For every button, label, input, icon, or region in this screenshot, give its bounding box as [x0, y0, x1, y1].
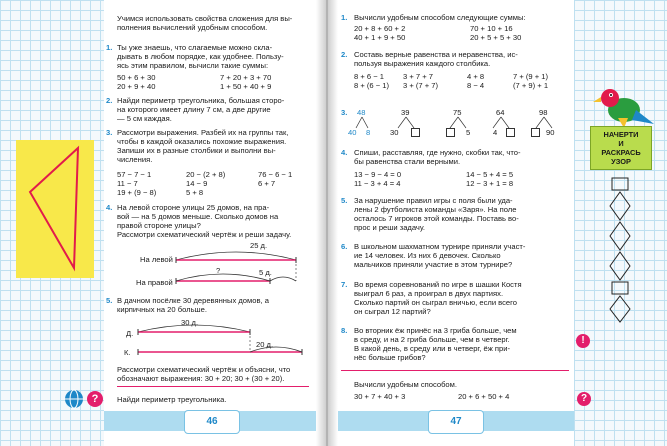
task5-extra-2: обозначают выражения: 30 + 20; 30 + (30 + 20). [117, 374, 285, 383]
r-bottom-divider [341, 370, 569, 371]
question-icon: ? [87, 391, 103, 407]
r-task4-line-2: бы равенства стали верными. [354, 157, 461, 166]
badge-line: УЗОР [611, 157, 631, 166]
task3-line-1: Рассмотри выражения. Разбей их на группы так, [117, 128, 289, 137]
task1-expr: 50 + 6 + 30 [117, 73, 156, 82]
r-task8-line-4: нёс больше грибов? [354, 353, 426, 362]
r-task1-expr: 20 + 5 + 5 + 30 [470, 33, 522, 42]
intro-line-2: полнения вычислений удобным способом. [117, 23, 268, 32]
exclaim-icon: ! [576, 334, 590, 348]
r-task1-expr: 40 + 1 + 9 + 50 [354, 33, 406, 42]
task2-line-3: — 5 см каждая. [117, 114, 172, 123]
r-task2-expr: 8 + 6 − 1 [354, 72, 384, 81]
r-task6-line-3: мальчиков приняли участие в этом турнире? [354, 260, 513, 269]
globe-icon [64, 389, 84, 409]
tree-top: 64 [496, 108, 505, 117]
badge-line: РАСКРАСЬ [601, 148, 641, 157]
r-task2-expr: 3 + 7 + 7 [403, 72, 433, 81]
bottom-divider [117, 386, 309, 387]
parrot-icon [588, 80, 658, 130]
diagram4-total-label: 25 д. [250, 241, 268, 250]
left-page-number: 46 [184, 410, 240, 434]
badge-line: НАЧЕРТИ [603, 130, 639, 139]
task3-expr: 14 − 9 [186, 179, 208, 188]
r-task5-line-2: лены 2 футболиста команды «Заря». На поле [354, 205, 517, 214]
answer-box[interactable] [506, 128, 515, 137]
number-trees-lines [350, 115, 560, 137]
r-task8-line-3: В какой день, в среду или в четверг, ёж при- [354, 344, 511, 353]
r-task7-line-2: выиграл 6 раз, а проиграл в двух партиях. [354, 289, 504, 298]
r-task4-line-1: Спиши, расставляя, где нужно, скобки так, что- [354, 148, 521, 157]
r-task1-line: Вычисли удобным способом следующие суммы: [354, 13, 526, 22]
r-task5-number: 5. [341, 196, 348, 205]
diagram4-right-label: На правой [136, 278, 173, 287]
task3-expr: 5 + 8 [186, 188, 204, 197]
r-task1-number: 1. [341, 13, 348, 22]
r-task4-expr: 14 − 5 + 4 = 5 [466, 170, 514, 179]
r-task8-number: 8. [341, 326, 348, 335]
r-task5-line-3: осталось 7 игроков этой команды. Поставь во- [354, 214, 519, 223]
r-bottom-title: Вычисли удобным способом. [354, 380, 457, 389]
diagram4-left-label: На левой [140, 255, 173, 264]
r-task2-expr: 8 + (6 − 1) [354, 81, 390, 90]
answer-box[interactable] [446, 128, 455, 137]
task5-line-1: В дачном посёлке 30 деревянных домов, а [117, 296, 269, 305]
task3-expr: 19 + (9 − 8) [117, 188, 157, 197]
r-task4-expr: 11 − 3 + 4 = 4 [354, 179, 401, 188]
draw-pattern-badge [590, 126, 652, 170]
tree-top: 75 [453, 108, 462, 117]
tree-top: 48 [357, 108, 366, 117]
tree-left: 40 [348, 128, 357, 137]
r-task2-line-1: Составь верные равенства и неравенства, ис- [354, 50, 518, 59]
task3-expr: 57 − 7 − 1 [117, 170, 152, 179]
task1-expr: 1 + 50 + 40 + 9 [220, 82, 272, 91]
tree-right: 5 [466, 128, 471, 137]
diagram5-top-label: 30 д. [181, 318, 199, 327]
r-task7-line-1: Во время соревнований по игре в шашки Костя [354, 280, 522, 289]
task5-line-2: кирпичных на 20 больше. [117, 305, 207, 314]
task1-line-2: дывать в любом порядке, как удобнее. Пользу- [117, 52, 284, 61]
diagram4-bars [170, 246, 300, 286]
r-task2-expr: 4 + 8 [467, 72, 485, 81]
r-task3-number: 3. [341, 108, 348, 117]
task1-number: 1. [106, 43, 113, 52]
r-bottom-expr: 20 + 6 + 50 + 4 [458, 392, 510, 401]
right-page-number: 47 [428, 410, 484, 434]
r-task2-expr: 8 − 4 [467, 81, 485, 90]
r-task7-line-3: Сколько партий он сыграл вничью, если всего [354, 298, 517, 307]
task1-expr: 20 + 9 + 40 [117, 82, 156, 91]
r-task7-number: 7. [341, 280, 348, 289]
question-icon: ? [577, 392, 591, 406]
task3-expr: 6 + 7 [258, 179, 276, 188]
badge-line: И [618, 139, 624, 148]
r-task4-number: 4. [341, 148, 348, 157]
task5-number: 5. [106, 296, 113, 305]
r-task8-line-1: Во вторник ёж принёс на 3 гриба больше, чем [354, 326, 517, 335]
triangle-icon [16, 140, 94, 278]
diagram4-diff: 5 д. [259, 268, 272, 277]
task3-number: 3. [106, 128, 113, 137]
task3-line-3: Запиши их в разные столбики и выполни вы- [117, 146, 276, 155]
tree-left: 30 [390, 128, 399, 137]
task3-expr: 20 − (2 + 8) [186, 170, 226, 179]
tree-right: 90 [546, 128, 555, 137]
task3-expr: 11 − 7 [117, 179, 138, 188]
r-task4-expr: 13 − 9 − 4 = 0 [354, 170, 402, 179]
task1-line-1: Ты уже знаешь, что слагаемые можно скла- [117, 43, 273, 52]
task4-extra: Рассмотри схематический чертёж и реши задачу. [117, 230, 292, 239]
r-task2-number: 2. [341, 50, 348, 59]
r-bottom-expr: 30 + 7 + 40 + 3 [354, 392, 406, 401]
intro-line-1: Учимся использовать свойства сложения для вы- [117, 14, 293, 23]
answer-box[interactable] [411, 128, 420, 137]
r-task5-line-4: прос и реши задачу. [354, 223, 426, 232]
diagram4-question: ? [216, 266, 221, 275]
tree-left: 4 [493, 128, 498, 137]
task5-extra-1: Рассмотри схематический чертёж и объясни, что [117, 365, 291, 374]
r-task5-line-1: За нарушение правил игры с поля были уда- [354, 196, 513, 205]
diagram5-diff: 20 д. [256, 340, 274, 349]
r-task2-line-2: пользуя выражения каждого столбика. [354, 59, 491, 68]
r-task6-line-1: В школьном шахматном турнире приняли участ- [354, 242, 526, 251]
task3-line-2: чтобы в каждой оказались похожие выражения. [117, 137, 287, 146]
r-task6-number: 6. [341, 242, 348, 251]
book-spine-shadow [316, 0, 338, 446]
tree-right: 8 [366, 128, 371, 137]
r-task2-expr: 7 + (9 + 1) [513, 72, 549, 81]
task4-line-2: вой — на 5 домов меньше. Сколько домов на [117, 212, 279, 221]
r-task1-expr: 70 + 10 + 16 [470, 24, 513, 33]
task2-line-1: Найди периметр треугольника, большая сторо- [117, 96, 285, 105]
task4-line-1: На левой стороне улицы 25 домов, на пра- [117, 203, 270, 212]
task2-number: 2. [106, 96, 113, 105]
task3-line-4: числения. [117, 155, 153, 164]
r-task1-expr: 20 + 8 + 60 + 2 [354, 24, 406, 33]
r-task7-line-4: он сыграл 12 партий? [354, 307, 431, 316]
answer-box[interactable] [531, 128, 540, 137]
diagram5-d-label: Д. [126, 329, 134, 338]
task4-number: 4. [106, 203, 113, 212]
r-task6-line-2: ие 14 человек. Из них 6 девочек. Сколько [354, 251, 501, 260]
diagram5-bars [134, 322, 310, 356]
tree-top: 39 [401, 108, 410, 117]
r-task2-expr: 3 + (7 + 7) [403, 81, 439, 90]
r-task8-line-2: в среду, и на 2 гриба больше, чем в четверг. [354, 335, 510, 344]
task4-line-3: правой стороне улицы? [117, 221, 201, 230]
pattern-diagram [604, 176, 638, 326]
task3-expr: 76 − 6 − 1 [258, 170, 293, 179]
task2-line-2: на которого имеет длину 7 см, а две другие [117, 105, 271, 114]
task1-line-3: ясь этим правилом, вычисли такие суммы: [117, 61, 269, 70]
tree-top: 98 [539, 108, 548, 117]
diagram5-k-label: К. [124, 348, 131, 357]
bottom-task: Найди периметр треугольника. [117, 395, 227, 404]
r-task2-expr: (7 + 9) + 1 [513, 81, 549, 90]
r-task4-expr: 12 − 3 + 1 = 8 [466, 179, 514, 188]
task1-expr: 7 + 20 + 3 + 70 [220, 73, 272, 82]
